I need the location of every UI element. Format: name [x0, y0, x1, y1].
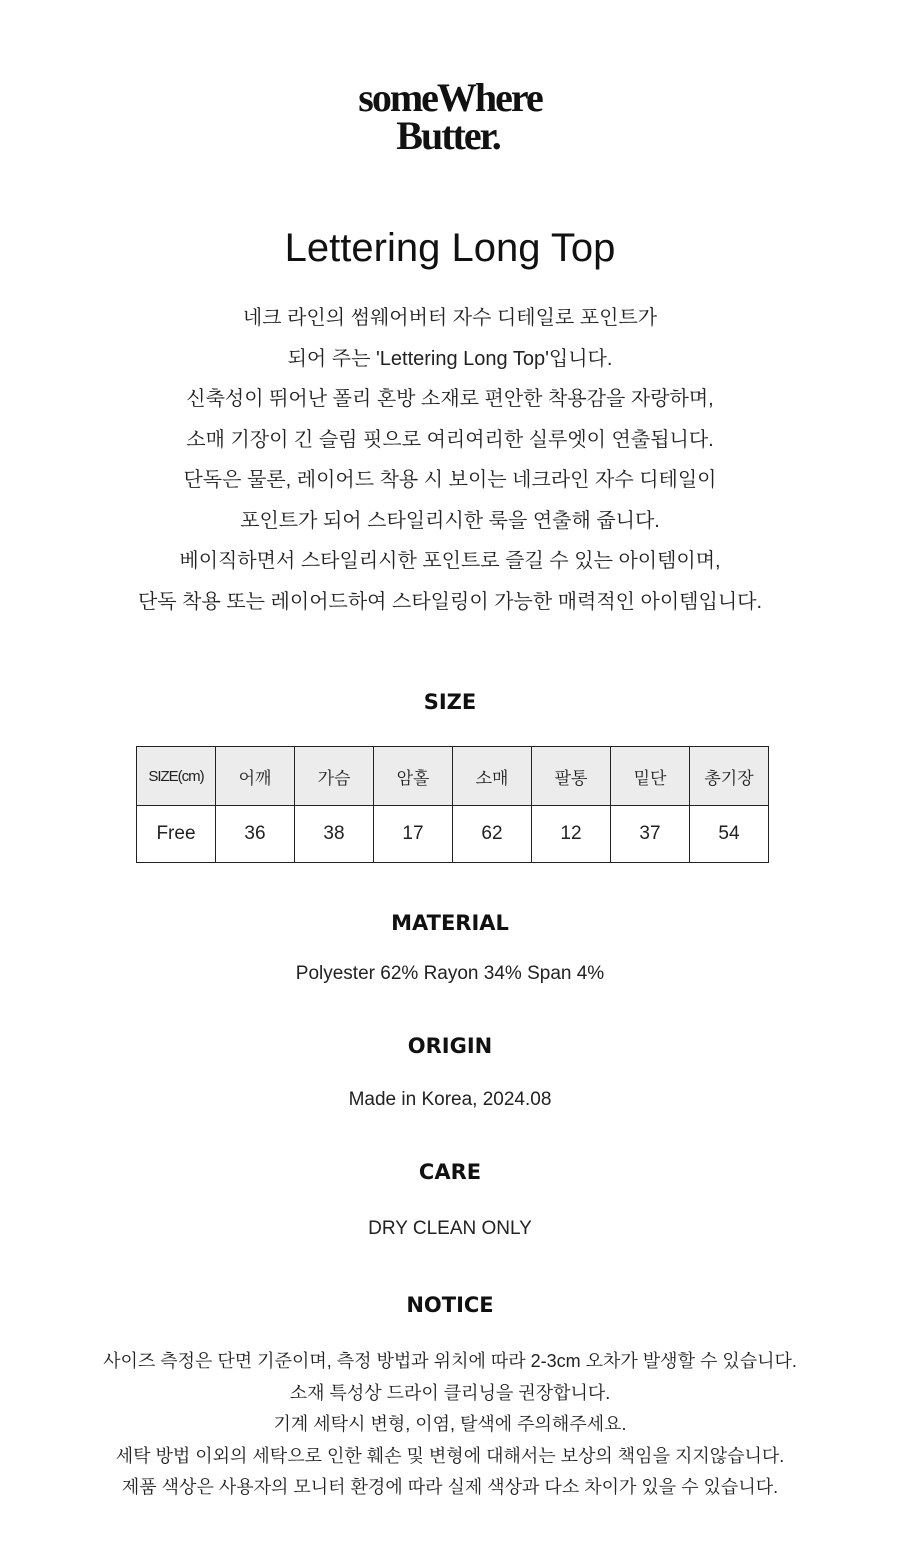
size-header-cell: SIZE(cm) — [137, 747, 216, 806]
notice-line: 제품 색상은 사용자의 모니터 환경에 따라 실제 색상과 다소 차이가 있을 수 있습니다. — [121, 1477, 779, 1497]
description-line: 소매 기장이 긴 슬림 핏으로 여리여리한 실루엣이 연출됩니다. — [186, 428, 714, 451]
origin-heading: ORIGIN — [407, 1034, 493, 1058]
size-header-cell: 어깨 — [216, 747, 295, 806]
size-header-cell: 암홀 — [374, 747, 453, 806]
description-line: 포인트가 되어 스타일리시한 룩을 연출해 줍니다. — [240, 509, 660, 532]
notice-line: 세탁 방법 이외의 세탁으로 인한 훼손 및 변형에 대해서는 보상의 책임을 지지않습니다. — [115, 1445, 785, 1466]
size-header-cell: 소매 — [453, 747, 532, 806]
notice-line: 기계 세탁시 변형, 이염, 탈색에 주의해주세요. — [273, 1414, 627, 1434]
description-line: 네크 라인의 썸웨어버터 자수 디테일로 포인트가 — [242, 307, 658, 329]
brand-logo — [0, 75, 900, 158]
notice-list — [0, 1346, 900, 1504]
size-table — [136, 746, 769, 863]
size-cell: 36 — [216, 806, 295, 863]
size-cell: 37 — [611, 806, 690, 863]
description-line: 단독은 물론, 레이어드 착용 시 보이는 네크라인 자수 디테일이 — [183, 469, 717, 491]
size-table-row — [137, 806, 769, 863]
size-header-cell: 팔통 — [532, 747, 611, 806]
description-line: 단독 착용 또는 레이어드하여 스타일링이 가능한 매력적인 아이템입니다. — [137, 590, 763, 613]
size-cell: 38 — [295, 806, 374, 863]
care-heading: CARE — [418, 1160, 482, 1184]
size-header-cell: 가슴 — [295, 747, 374, 806]
size-cell: 12 — [532, 806, 611, 863]
notice-heading: NOTICE — [406, 1293, 494, 1317]
care-text: DRY CLEAN ONLY — [368, 1218, 532, 1239]
product-title: Lettering Long Top — [284, 226, 616, 270]
size-header-cell: 총기장 — [690, 747, 769, 806]
size-cell: 54 — [690, 806, 769, 863]
origin-text: Made in Korea, 2024.08 — [348, 1089, 552, 1110]
material-heading: MATERIAL — [391, 911, 509, 935]
description-line: 베이직하면서 스타일리시한 포인트로 즐길 수 있는 아이템이며, — [179, 550, 721, 572]
material-text: Polyester 62% Rayon 34% Span 4% — [295, 963, 605, 984]
brand-logo-line1: someWhere — [358, 75, 542, 120]
size-table-header-row — [137, 747, 769, 806]
notice-line: 소재 특성상 드라이 클리닝을 권장합니다. — [289, 1382, 611, 1403]
description-line: 되어 주는 'Lettering Long Top'입니다. — [287, 347, 613, 370]
product-description — [0, 298, 900, 622]
description-line: 신축성이 뛰어난 폴리 혼방 소재로 편안한 착용감을 자랑하며, — [186, 388, 714, 410]
size-cell: 17 — [374, 806, 453, 863]
brand-logo-line2: Butter. — [396, 113, 500, 158]
size-heading: SIZE — [423, 690, 477, 714]
size-cell: 62 — [453, 806, 532, 863]
notice-line: 사이즈 측정은 단면 기준이며, 측정 방법과 위치에 따라 2-3cm 오차가 발생할 수 있습니다. — [103, 1351, 797, 1371]
size-cell: Free — [137, 806, 216, 863]
size-header-cell: 밑단 — [611, 747, 690, 806]
